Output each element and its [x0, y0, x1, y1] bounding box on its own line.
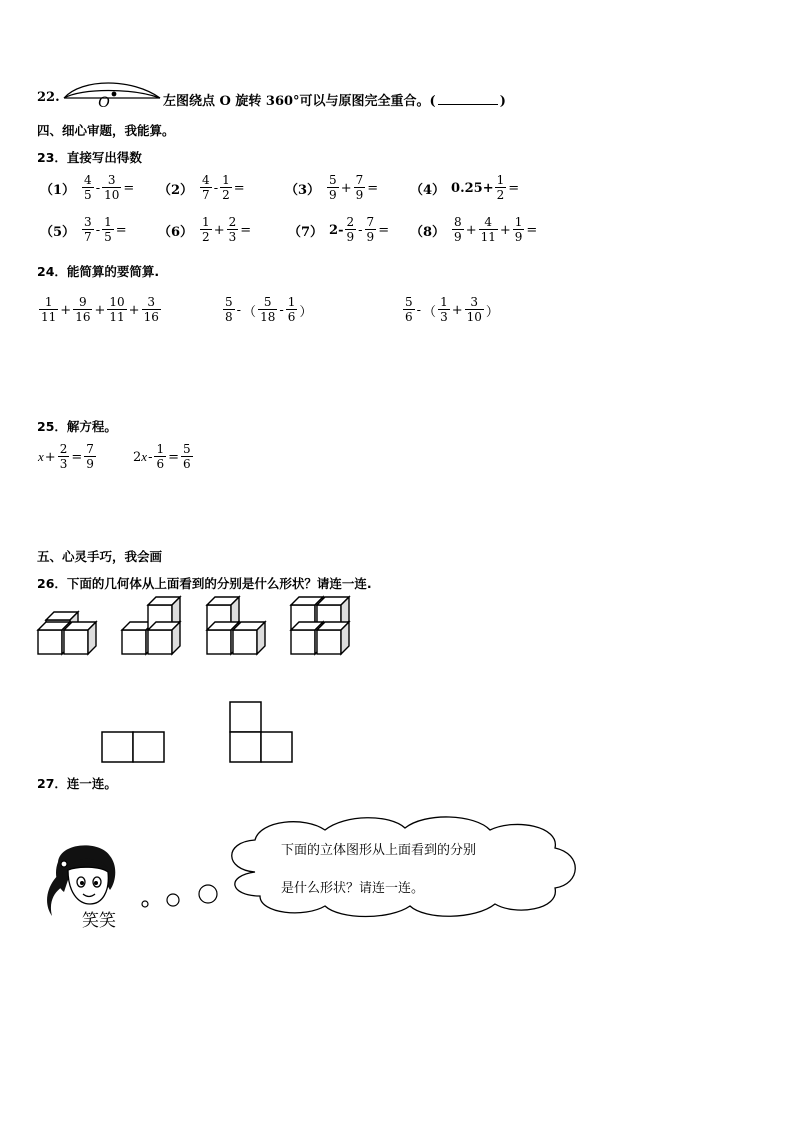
speech-cloud [215, 812, 585, 922]
solid-3[interactable] [207, 597, 265, 654]
q23-title: 23．直接写出得数 [37, 150, 142, 165]
girl-name: 笑笑 [82, 911, 116, 931]
answer-blank[interactable] [438, 93, 498, 105]
q23-item-3: （3） $\frac{5}{9}$ + $\frac{7}{9}$ = [285, 173, 379, 202]
q22-text: 左图绕点 O 旋转 360°可以与原图完全重合。( ) [163, 94, 506, 109]
q23-item-4: （4） 0.25+ $\frac{1}{2}$ = [410, 173, 520, 202]
q23-item-2: （2） $\frac{4}{7}$ - $\frac{1}{2}$ = [158, 173, 245, 202]
rotation-figure [62, 76, 162, 112]
top-view-b[interactable] [230, 702, 292, 762]
q27-title: 27．连一连。 [37, 776, 117, 791]
section5-title: 五、心灵手巧，我会画 [37, 549, 163, 564]
top-view-a[interactable] [102, 732, 164, 762]
q23-item-8: （8） $\frac{8}{9}$ + $\frac{4}{11}$ + $\frac{1}{9}$ = [410, 215, 538, 244]
q23-item-7: （7） 2- $\frac{2}{9}$ - $\frac{7}{9}$ = [288, 215, 390, 244]
q25-title: 25．解方程。 [37, 419, 117, 434]
solid-1[interactable] [38, 612, 96, 654]
q24-expr-3: $\frac{5}{6}$ - （ $\frac{1}{3}$ + $\frac{3}{10}$ ） [405, 295, 499, 324]
solid-4[interactable] [291, 597, 349, 654]
q25-equation-1: x + $\frac{2}{3}$ = $\frac{7}{9}$ [38, 442, 94, 471]
q23-item-1: （1） $\frac{4}{5}$ - $\frac{3}{10}$ = [40, 173, 135, 202]
q26-figures [0, 590, 794, 770]
bubble-text-line-1: 下面的立体图形从上面看到的分别 [281, 843, 477, 858]
q22-number: 22. [37, 90, 60, 105]
thought-dots [135, 880, 225, 920]
q25-equation-2: 2 x - $\frac{1}{6}$ = $\frac{5}{6}$ [133, 442, 191, 471]
solid-2[interactable] [122, 597, 180, 654]
q24-title: 24．能简算的要简算. [37, 264, 160, 279]
bubble-text-line-2: 是什么形状？请连一连。 [281, 881, 425, 896]
q23-item-6: （6） $\frac{1}{2}$ + $\frac{2}{3}$ = [158, 215, 252, 244]
q26-title: 26．下面的几何体从上面看到的分别是什么形状？请连一连. [37, 576, 372, 591]
q23-item-5: （5） $\frac{3}{7}$ - $\frac{1}{5}$ = [40, 215, 127, 244]
q24-expr-2: $\frac{5}{8}$ - （ $\frac{5}{18}$ - $\frac{1}{6}$ ） [225, 295, 313, 324]
point-o-label: O [98, 94, 110, 111]
section4-title: 四、细心审题，我能算。 [37, 123, 175, 138]
q24-expr-1: $\frac{1}{11}$ + $\frac{9}{16}$ + $\frac{10}{11}$ + $\frac{3}{16}$ [41, 295, 159, 324]
